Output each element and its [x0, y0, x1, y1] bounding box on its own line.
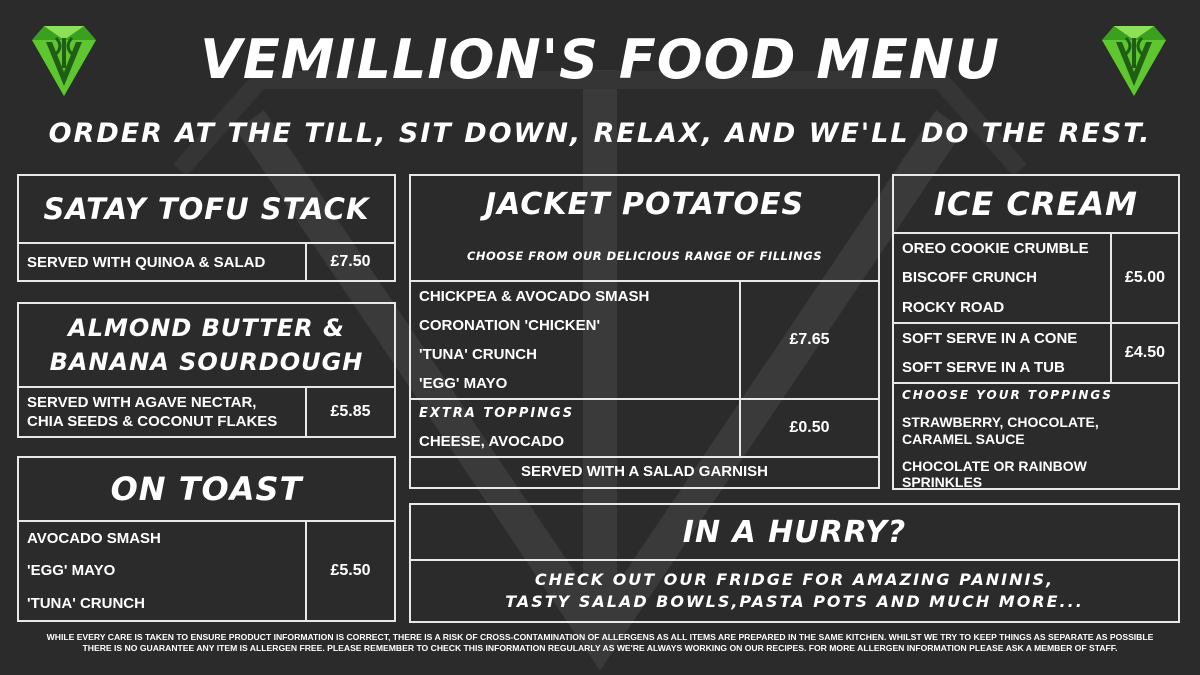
menu-subtitle: ORDER AT THE TILL, SIT DOWN, RELAX, AND WE'LL DO THE REST.: [48, 118, 1152, 149]
list-item: 'EGG' MAYO: [419, 375, 508, 392]
in-a-hurry-title: IN A HURRY?: [411, 505, 1178, 561]
jacket-potatoes-box: [409, 174, 880, 489]
in-a-hurry-text: [411, 561, 1178, 621]
list-item: SOFT SERVE IN A CONE: [902, 330, 1078, 347]
jacket-footer: SERVED WITH A SALAD GARNISH: [411, 456, 878, 485]
list-item: AVOCADO SMASH: [27, 529, 161, 547]
list-item: 'TUNA' CRUNCH: [27, 595, 145, 613]
price: £5.00: [1124, 269, 1166, 286]
extra-toppings-label: EXTRA TOPPINGS: [419, 406, 575, 421]
price: £7.50: [330, 253, 371, 270]
almond-item-line2: CHIA SEEDS & COCONUT FLAKES: [27, 413, 278, 430]
hurry-line1: CHECK OUT OUR FRIDGE FOR AMAZING PANINIS,: [534, 570, 1055, 589]
list-item: BISCOFF CRUNCH: [902, 269, 1037, 287]
toppings-section: [894, 382, 1178, 488]
menu-item-list: [894, 234, 1112, 322]
menu-item: [19, 388, 307, 436]
satay-tofu-title: SATAY TOFU STACK: [19, 176, 394, 244]
hurry-line2: TASTY SALAD BOWLS,PASTA POTS AND MUCH MORE...: [505, 592, 1084, 611]
allergen-disclaimer: WHILE EVERY CARE IS TAKEN TO ENSURE PRODUCT INFORMATION IS CORRECT, THERE IS A RISK OF CROSS-CONTAMINATION OF ALLERGENS AS ALL ITEMS ARE PREPARED IN THE SAME KITCHEN. WHILST WE TRY TO KEEP THINGS AS SEPARATE AS POSSIBLE THERE IS NO GUARANTEE ANY ITEM IS ALLERGEN FREE. PLEASE REMEMBER TO CHECK THIS INFORMATION REGULARLY AS WE'RE ALWAYS WORKING ON OUR RECIPES. FOR MORE ALLERGEN INFORMATION PLEASE ASK A MEMBER OF STAFF.: [46, 632, 1154, 653]
ice-cream-title: ICE CREAM: [894, 176, 1178, 234]
in-a-hurry-box: [409, 503, 1180, 623]
list-item: CHEESE, AVOCADO: [419, 433, 565, 450]
price: £0.50: [789, 419, 830, 436]
menu-item-list: [19, 522, 307, 620]
list-item: CHICKPEA & AVOCADO SMASH: [419, 288, 650, 305]
extra-toppings: [411, 400, 741, 456]
list-item: 'TUNA' CRUNCH: [419, 346, 537, 363]
ice-cream-box: [892, 174, 1180, 490]
almond-title-line2: BANANA SOURDOUGH: [49, 348, 364, 376]
price: £7.65: [789, 331, 830, 348]
satay-item: SERVED WITH QUINOA & SALAD: [27, 253, 266, 271]
list-item: SOFT SERVE IN A TUB: [902, 359, 1065, 376]
price: £5.85: [330, 403, 371, 420]
toppings-label: CHOOSE YOUR TOPPINGS: [902, 388, 1113, 402]
jacket-tagline: CHOOSE FROM OUR DELICIOUS RANGE OF FILLINGS: [411, 232, 878, 282]
on-toast-box: [17, 456, 396, 622]
list-item: STRAWBERRY, CHOCOLATE, CARAMEL SAUCE: [902, 414, 1099, 447]
leaf-fork-gem-icon: [22, 18, 106, 102]
almond-butter-title: [19, 304, 394, 388]
almond-item-line1: SERVED WITH AGAVE NECTAR,: [27, 394, 257, 411]
menu-title: VEMILLION'S FOOD MENU: [200, 28, 1000, 91]
jacket-potatoes-title: JACKET POTATOES: [484, 186, 805, 222]
list-item: ROCKY ROAD: [902, 298, 1005, 316]
price: £4.50: [1124, 344, 1166, 361]
menu-item: [19, 244, 307, 280]
list-item: CHOCOLATE OR RAINBOW SPRINKLES: [902, 458, 1087, 490]
leaf-fork-gem-icon: [1092, 18, 1176, 102]
list-item: CORONATION 'CHICKEN': [419, 317, 601, 334]
list-item: OREO COOKIE CRUMBLE: [902, 240, 1089, 258]
almond-butter-box: [17, 302, 396, 438]
satay-tofu-box: [17, 174, 396, 282]
almond-title-line1: ALMOND BUTTER &: [68, 314, 345, 342]
on-toast-title: ON TOAST: [19, 458, 394, 522]
menu-item-list: [411, 282, 741, 398]
menu-item-list: [894, 324, 1112, 382]
list-item: 'EGG' MAYO: [27, 562, 116, 580]
price: £5.50: [330, 562, 371, 579]
